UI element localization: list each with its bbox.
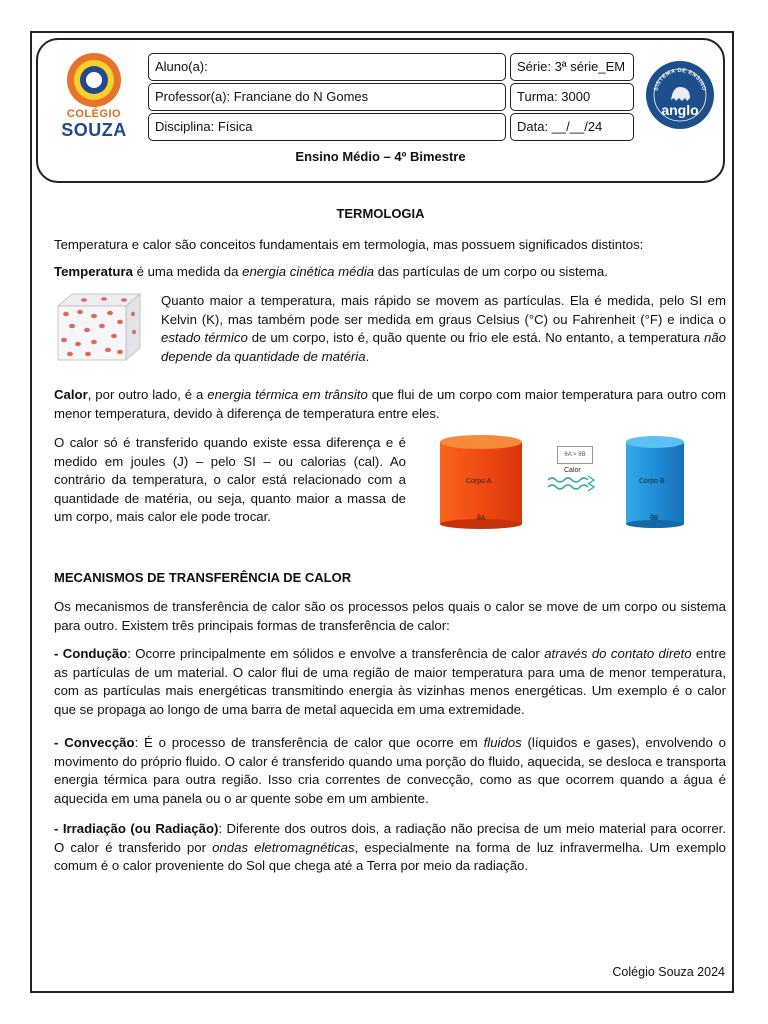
anglo-logo: [645, 60, 715, 130]
ensino-medio-label: Ensino Médio – 4º Bimestre: [295, 149, 466, 164]
conducao-text-a: : Ocorre principalmente em sólidos e envolve a transferência de calor: [127, 646, 545, 661]
mecanismos-title: MECANISMOS DE TRANSFERÊNCIA DE CALOR: [54, 570, 352, 585]
heat-transfer-diagram: [434, 430, 726, 530]
footer: Colégio Souza 2024: [612, 965, 725, 979]
intro-paragraph: Temperatura e calor são conceitos fundamentais em termologia, mas possuem significados distintos:: [54, 237, 644, 252]
conducao-text-b: entre as partículas de um material. O calor flui de uma região de maior temperatura para uma de menor temperatura, com as partículas mais energéticas transmitindo energia às vizinhas menos energéticas. Um exemplo é o calor que se propaga ao longo de uma barra de metal aquecida em uma extremidade.: [54, 646, 726, 717]
estado-termico-emphasis: estado térmico: [161, 330, 248, 345]
serie-field: Série: 3ª série_EM: [510, 53, 634, 81]
souza-rings-icon: [66, 52, 122, 108]
temperatura-more-c: .: [365, 348, 370, 364]
quantidade-materia-emphasis: não depende da quantidade de matéria: [161, 330, 726, 364]
corpo-b-label: Corpo B: [639, 478, 665, 485]
heat-waves-icon: [548, 476, 594, 491]
aluno-field[interactable]: Aluno(a):: [148, 53, 506, 81]
logo-line-1: COLÉGIO: [66, 108, 122, 120]
irradiacao-term: - Irradiação (ou Radiação): [54, 821, 219, 836]
mecanismos-intro: Os mecanismos de transferência de calor são os processos pelos quais o calor se move de um corpo ou sistema para outro. Existem três principais formas de transferência de calor:: [54, 599, 726, 633]
conveccao-emphasis: fluidos: [483, 735, 522, 750]
calor-arrow-label: Calor: [564, 467, 581, 474]
conveccao-text-b: (líquidos e gases), envolvendo o movimento do próprio fluido. O calor é transferido quando uma porção do fluido, aquecida, se desloca e transporta energia térmica para outra região. Isso cria correntes de convecção, como as que ocorrem quando a água é aquecida em uma panela ou o ar quente sobe em um ambiente.: [54, 735, 726, 806]
temperatura-explanation: [161, 292, 726, 366]
corpo-a-label: Corpo A: [466, 478, 492, 485]
page-title: TERMOLOGIA: [336, 206, 425, 221]
irradiacao-text-b: , especialmente na forma de luz infravermelha. Um exemplo comum é o calor proveniente do Sol que chega até a Terra por meio da radiação.: [54, 839, 726, 873]
colegio-souza-logo: [52, 52, 136, 142]
calor-term: Calor: [54, 387, 88, 402]
irradiacao-emphasis: ondas eletromagnéticas: [212, 839, 355, 855]
conveccao-term: - Convecção: [54, 735, 135, 750]
conveccao-text-a: : É o processo de transferência de calor que ocorre em: [134, 735, 484, 750]
particles-cube-image: [54, 292, 142, 362]
calor-text-b: que flui de um corpo com maior temperatura para outro com menor temperatura, devido à diferença de temperatura entre eles.: [54, 387, 727, 421]
calor-definition: [54, 386, 726, 423]
calor-explanation: O calor só é transferido quando existe essa diferença e é medido em joules (J) – pelo SI – ou calorias (cal). Ao contrário da temperatura, o calor está relacionado com a quantidade de matéria, ou seja, quanto maior a massa de um corpo, mais calor ele pode trocar.: [54, 435, 406, 524]
anglo-ring-text: SISTEMA DE ENSINO: [653, 67, 707, 92]
conducao-paragraph: [54, 645, 726, 719]
temperatura-text-b: das partículas de um corpo ou sistema.: [374, 264, 608, 279]
irradiacao-paragraph: [54, 820, 726, 876]
logo-line-2: SOUZA: [61, 120, 127, 140]
temperatura-more-b: de um corpo, isto é, quão quente ou frio ele está. No entanto, a temperatura: [247, 330, 704, 345]
irradiacao-text-a: : Diferente dos outros dois, a radiação não precisa de um meio material para ocorrer. O calor é transferido por: [54, 821, 727, 855]
turma-field: Turma: 3000: [510, 83, 634, 111]
theta-b-label: θB: [650, 515, 659, 522]
temperatura-text-a: é uma medida da: [132, 264, 243, 279]
disciplina-field: Disciplina: Física: [148, 113, 506, 141]
calor-emphasis: energia térmica em trânsito: [207, 387, 368, 402]
conducao-emphasis: através do contato direto: [544, 646, 692, 661]
theta-a-label: θA: [477, 515, 486, 522]
temperatura-term: Temperatura: [54, 264, 133, 279]
anglo-brand: anglo: [661, 102, 699, 118]
temperatura-definition: [54, 263, 726, 282]
calor-text-a: , por outro lado, é a: [87, 387, 208, 402]
temperatura-more-a: Quanto maior a temperatura, mais rápido se movem as partículas. Ela é medida, pelo SI em Kelvin (K), mas também pode ser medida em graus Celsius (°C) ou Fahrenheit (°F) e indica o: [161, 293, 726, 327]
temperature-relation: θA > θB: [557, 446, 593, 464]
temperatura-emphasis: energia cinética média: [242, 264, 375, 279]
conducao-term: - Condução: [54, 646, 128, 661]
data-field[interactable]: Data: __/__/24: [510, 113, 634, 141]
professor-field: Professor(a): Franciane do N Gomes: [148, 83, 506, 111]
conveccao-paragraph: [54, 734, 726, 808]
